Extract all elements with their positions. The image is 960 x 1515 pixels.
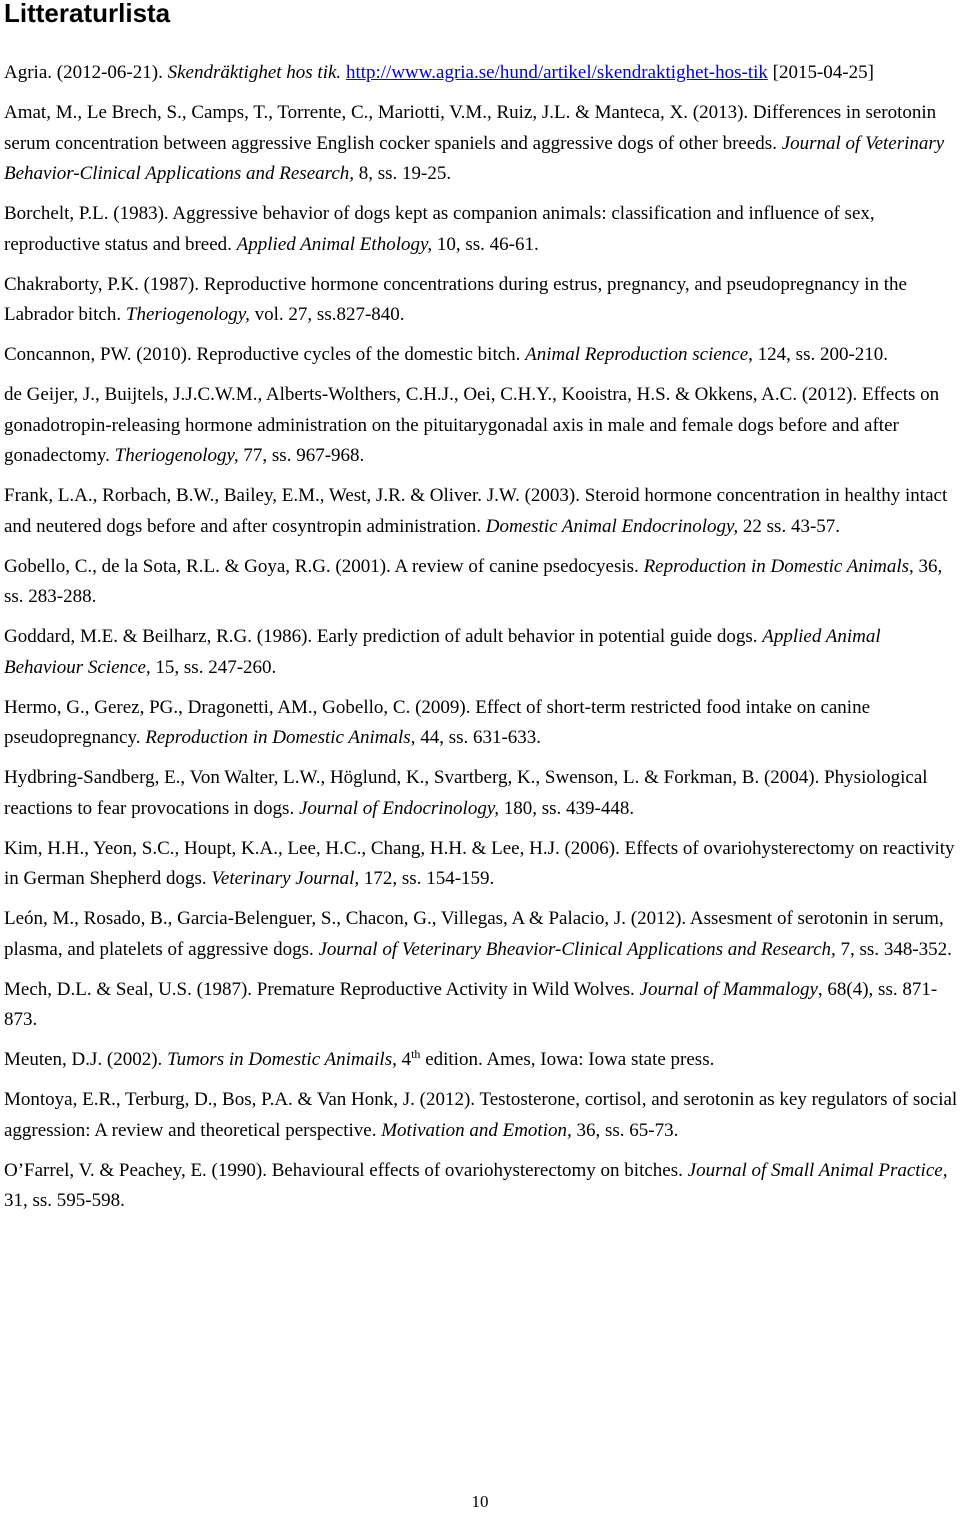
reference-text: Mech, D.L. & Seal, U.S. (1987). Premature Reproductive Activity in Wild Wolves.	[4, 978, 640, 1000]
reference-entry	[4, 340, 958, 371]
reference-source-italic: Skendräktighet hos tik.	[167, 62, 342, 83]
reference-entry	[4, 58, 958, 89]
reference-text: Kim, H.H., Yeon, S.C., Houpt, K.A., Lee, H.C., Chang, H.H. & Lee, H.J. (2006). Effects of ovariohysterectomy on reactivity in German Shepherd dogs.	[4, 837, 955, 889]
reference-source-italic: Journal of Veterinary Behavior-Clinical Applications and Research,	[4, 132, 945, 184]
reference-entry	[4, 693, 958, 754]
reference-text: Hydbring-Sandberg, E., Von Walter, L.W., Höglund, K., Svartberg, K., Swenson, L. & Forkman, B. (2004). Physiological reactions to fear provocations in dogs.	[4, 767, 928, 819]
reference-entry	[4, 199, 958, 260]
page-number: 10	[471, 1492, 489, 1511]
reference-text: Frank, L.A., Rorbach, B.W., Bailey, E.M., West, J.R. & Oliver. J.W. (2003). Steroid hormone concentration in healthy intact and neutered dogs before and after cosyntropin administration.	[4, 485, 948, 537]
reference-source-italic: Theriogenology,	[125, 304, 250, 325]
reference-entry	[4, 904, 958, 965]
reference-text: 15, ss. 247-260.	[150, 656, 277, 678]
reference-entry	[4, 975, 958, 1036]
reference-source-italic: Journal of Endocrinology,	[298, 797, 499, 819]
reference-text: Hermo, G., Gerez, PG., Dragonetti, AM., Gobello, C. (2009). Effect of short-term restricted food intake on canine pseudopregnancy.	[4, 696, 871, 748]
reference-source-italic: Reproduction in Domestic Animals	[643, 555, 910, 577]
reference-entry	[4, 1085, 958, 1146]
reference-source-italic: Journal of Mammalogy	[639, 978, 818, 1000]
reference-entry	[4, 552, 958, 613]
reference-entry	[4, 1156, 958, 1217]
reference-source-italic: Applied Animal Behaviour Science,	[4, 626, 881, 678]
reference-text: , 68(4), ss. 871-873.	[4, 978, 938, 1030]
reference-text: 124, ss. 200-210.	[752, 344, 889, 365]
reference-entry	[4, 98, 958, 190]
reference-source-italic: Journal of Veterinary Bheavior-Clinical Applications and Research,	[318, 938, 836, 960]
reference-text: 8, ss. 19-25.	[354, 163, 452, 184]
reference-text: 172, ss. 154-159.	[359, 868, 495, 889]
reference-source-italic: Theriogenology,	[114, 445, 239, 466]
reference-link[interactable]: http://www.agria.se/hund/artikel/skendraktighet-hos-tik	[345, 62, 768, 83]
superscript-text: th	[411, 1047, 421, 1061]
reference-text: Borchelt, P.L. (1983). Aggressive behavior of dogs kept as companion animals: classification and influence of sex, reproductive status and breed.	[4, 203, 875, 255]
reference-text: 31, ss. 595-598.	[4, 1190, 125, 1211]
reference-entry	[4, 763, 958, 824]
reference-source-italic: Domestic Animal Endocrinology,	[485, 515, 739, 537]
reference-text: 22 ss. 43-57.	[738, 515, 841, 537]
reference-text: Goddard, M.E. & Beilharz, R.G. (1986). Early prediction of adult behavior in potential guide dogs.	[4, 626, 763, 647]
reference-source-italic: Veterinary Journal,	[211, 868, 360, 889]
reference-source-italic: Applied Animal Ethology,	[236, 233, 433, 255]
reference-list	[4, 58, 958, 1226]
reference-entry	[4, 622, 958, 683]
reference-text: [2015-04-25]	[767, 62, 874, 83]
reference-text: Meuten, D.J. (2002).	[4, 1049, 168, 1070]
reference-text: O’Farrel, V. & Peachey, E. (1990). Behavioural effects of ovariohysterectomy on bitches.	[4, 1159, 688, 1181]
page-title: Litteraturlista	[4, 0, 171, 28]
reference-text: , 36, ss. 283-288.	[4, 555, 943, 607]
reference-text: Chakraborty, P.K. (1987). Reproductive hormone concentrations during estrus, pregnancy, and pseudopregnancy in the Labrador bitch.	[4, 273, 907, 325]
reference-text: 44, ss. 631-633.	[415, 727, 542, 748]
reference-entry	[4, 380, 958, 472]
reference-text: 36, ss. 65-73.	[571, 1119, 679, 1141]
reference-text: 4	[396, 1049, 412, 1070]
reference-text: Amat, M., Le Brech, S., Camps, T., Torrente, C., Mariotti, V.M., Ruiz, J.L. & Manteca, X. (2013). Differences in serotonin serum concentration between aggressive English cocker spaniels and aggressive dogs of other breeds.	[4, 102, 937, 154]
reference-text: 7, ss. 348-352.	[835, 938, 952, 960]
reference-text: vol. 27, ss.827-840.	[249, 304, 405, 325]
reference-source-italic: Tumors in Domestic Animails,	[167, 1049, 397, 1070]
reference-text: Gobello, C., de la Sota, R.L. & Goya, R.G. (2001). A review of canine psedocyesis.	[4, 555, 644, 577]
reference-source-italic: Reproduction in Domestic Animals,	[145, 727, 416, 748]
reference-text: Montoya, E.R., Terburg, D., Bos, P.A. & Van Honk, J. (2012). Testosterone, cortisol, and serotonin as key regulators of social aggression: A review and theoretical perspective.	[4, 1089, 958, 1141]
reference-text: 180, ss. 439-448.	[498, 797, 635, 819]
reference-entry	[4, 481, 958, 542]
reference-text: León, M., Rosado, B., Garcia-Belenguer, S., Chacon, G., Villegas, A & Palacio, J. (2012). Assesment of serotonin in serum, plasma, and platelets of aggressive dogs.	[4, 908, 944, 960]
reference-source-italic: Animal Reproduction science,	[525, 344, 753, 365]
reference-text: de Geijer, J., Buijtels, J.J.C.W.M., Alberts-Wolthers, C.H.J., Oei, C.H.Y., Kooistra, H.S. & Okkens, A.C. (2012). Effects on gonadotropin-releasing hormone administration on the pituitarygonadal axis in male and female dogs before and after gonadectomy.	[4, 384, 940, 466]
reference-entry	[4, 834, 958, 895]
reference-source-italic: Journal of Small Animal Practice,	[687, 1159, 948, 1181]
reference-text: edition. Ames, Iowa: Iowa state press.	[420, 1049, 715, 1070]
reference-text: 10, ss. 46-61.	[432, 233, 539, 255]
reference-entry	[4, 270, 958, 331]
reference-text: 77, ss. 967-968.	[238, 445, 365, 466]
reference-text: Agria. (2012-06-21).	[4, 62, 168, 83]
reference-entry	[4, 1045, 958, 1076]
reference-text: Concannon, PW. (2010). Reproductive cycles of the domestic bitch.	[4, 344, 526, 365]
reference-source-italic: Motivation and Emotion,	[381, 1119, 572, 1141]
